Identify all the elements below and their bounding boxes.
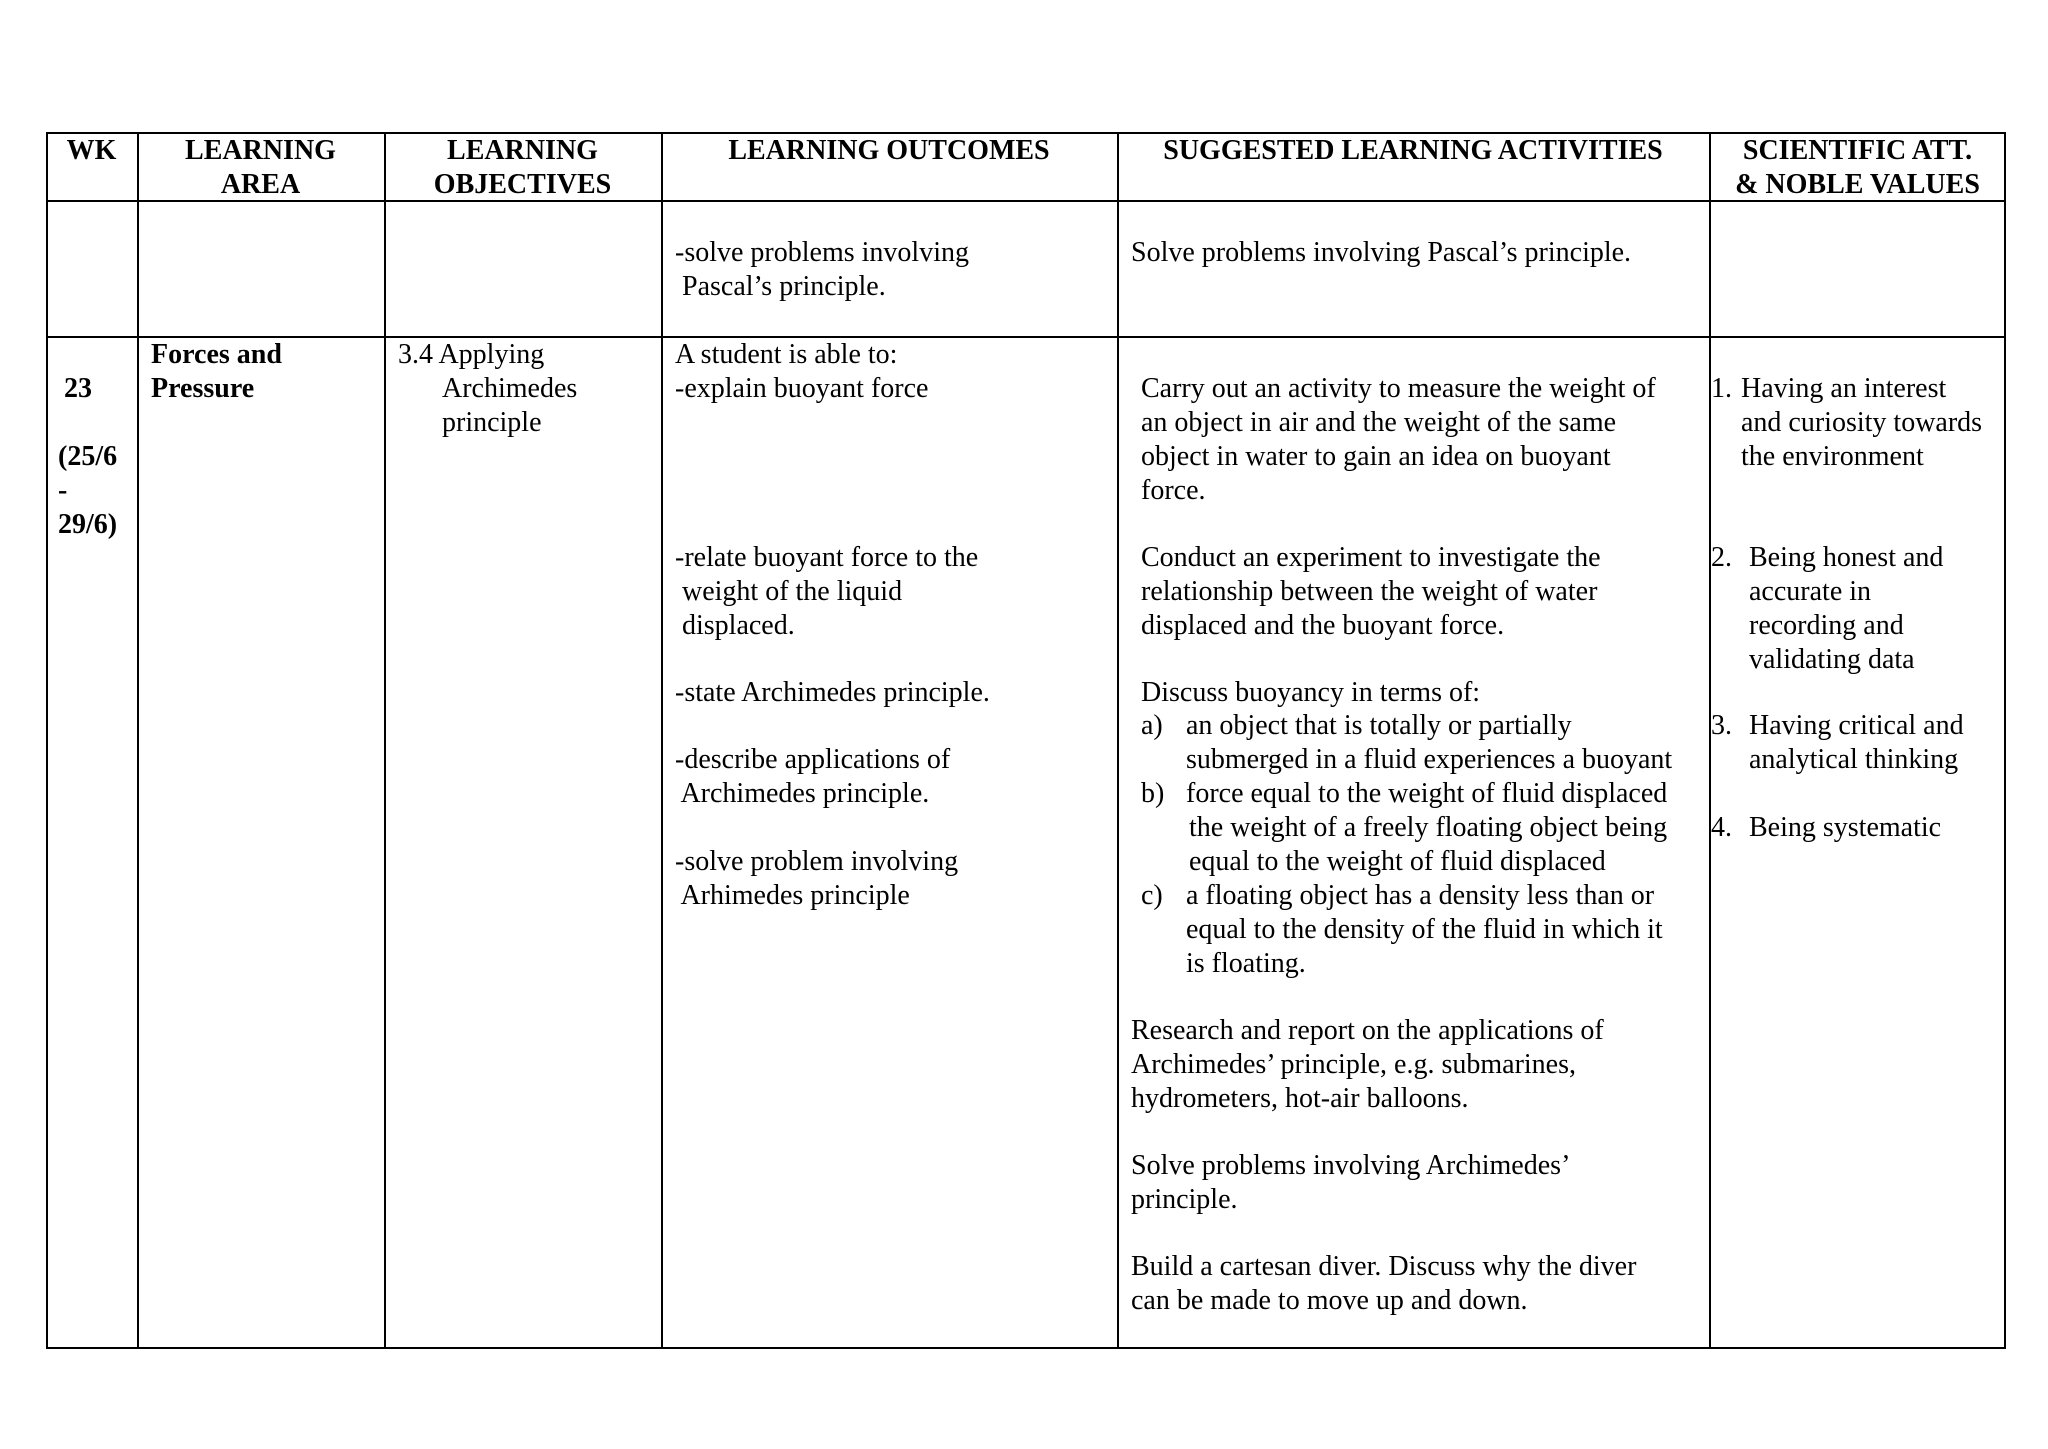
col-border-area: [384, 132, 386, 1349]
activity-line: Build a cartesan diver. Discuss why the diver: [1131, 1251, 1637, 1282]
row2-dates-line1: (25/6: [58, 441, 118, 472]
header-learning-objectives-line1: LEARNING: [447, 135, 598, 166]
table-bottom-border: [46, 1347, 2006, 1349]
activity-line: force.: [1141, 475, 1206, 506]
list-marker: b): [1141, 778, 1165, 809]
header-learning-objectives-line2: OBJECTIVES: [433, 169, 612, 200]
row2-dates-line2: -: [58, 475, 68, 506]
col-border-outcomes: [1117, 132, 1119, 1349]
row2-objective-line3: principle: [442, 407, 542, 438]
value-line: Being honest and: [1749, 542, 1944, 573]
outcome-line: -describe applications of: [675, 744, 951, 775]
value-line: Having an interest: [1741, 373, 1947, 404]
outcome-line: -solve problem involving: [675, 846, 959, 877]
value-line: recording and: [1749, 610, 1904, 641]
list-marker: 1.: [1711, 373, 1732, 404]
activity-line: Archimedes’ principle, e.g. submarines,: [1131, 1049, 1577, 1080]
activity-line: the weight of a freely floating object being: [1189, 812, 1668, 843]
value-line: validating data: [1749, 644, 1915, 675]
col-border-wk: [137, 132, 139, 1349]
row2-area-line1: Forces and: [151, 339, 282, 370]
activity-line: hydrometers, hot-air balloons.: [1131, 1083, 1469, 1114]
outcome-line: Arhimedes principle: [675, 880, 910, 911]
outcome-line: -relate buoyant force to the: [675, 542, 979, 573]
value-line: Having critical and: [1749, 710, 1964, 741]
list-marker: c): [1141, 880, 1163, 911]
list-marker: 2.: [1711, 542, 1732, 573]
row2-objective-line1: 3.4 Applying: [398, 339, 545, 370]
value-line: accurate in: [1749, 576, 1872, 607]
row1-outcome-line1: -solve problems involving: [675, 237, 969, 268]
value-line: and curiosity towards: [1741, 407, 1983, 438]
outcome-line: -state Archimedes principle.: [675, 677, 990, 708]
activity-line: relationship between the weight of water: [1141, 576, 1598, 607]
activity-line: submerged in a fluid experiences a buoyant: [1186, 744, 1673, 775]
outcome-line: weight of the liquid: [675, 576, 903, 607]
outcome-line: displaced.: [675, 610, 795, 641]
outcome-line: Archimedes principle.: [675, 778, 930, 809]
activity-line: Solve problems involving Archimedes’: [1131, 1150, 1571, 1181]
list-marker: 4.: [1711, 812, 1732, 843]
header-learning-area-line2: AREA: [220, 169, 301, 200]
outcome-line: -explain buoyant force: [675, 373, 929, 404]
list-marker: 3.: [1711, 710, 1732, 741]
col-border-left: [46, 132, 48, 1349]
header-suggested-activities: SUGGESTED LEARNING ACTIVITIES: [1163, 135, 1663, 166]
header-wk: WK: [66, 135, 117, 166]
activity-line: is floating.: [1186, 948, 1306, 979]
activity-line: Conduct an experiment to investigate the: [1141, 542, 1601, 573]
activity-line: can be made to move up and down.: [1131, 1285, 1528, 1316]
activity-line: force equal to the weight of fluid displaced: [1186, 778, 1668, 809]
col-border-objectives: [661, 132, 663, 1349]
row1-activity: Solve problems involving Pascal’s principle.: [1131, 237, 1632, 268]
activity-line: object in water to gain an idea on buoyant: [1141, 441, 1611, 472]
row2-dates-line3: 29/6): [58, 509, 118, 540]
list-marker: a): [1141, 710, 1163, 741]
activity-line: a floating object has a density less than or: [1186, 880, 1655, 911]
outcome-line: A student is able to:: [675, 339, 898, 370]
header-scientific-att-line2: & NOBLE VALUES: [1735, 169, 1980, 200]
row1-outcome-line2: Pascal’s principle.: [675, 271, 886, 302]
activity-line: displaced and the buoyant force.: [1141, 610, 1505, 641]
row2-objective-line2: Archimedes: [442, 373, 578, 404]
header-scientific-att-line1: SCIENTIFIC ATT.: [1742, 135, 1973, 166]
activity-line: an object in air and the weight of the same: [1141, 407, 1617, 438]
activity-line: equal to the density of the fluid in which it: [1186, 914, 1663, 945]
value-line: the environment: [1741, 441, 1924, 472]
col-border-right: [2004, 132, 2006, 1349]
header-learning-outcomes: LEARNING OUTCOMES: [728, 135, 1050, 166]
activity-line: Research and report on the applications of: [1131, 1015, 1604, 1046]
row2-area-line2: Pressure: [151, 373, 255, 404]
activity-line: an object that is totally or partially: [1186, 710, 1572, 741]
row2-week-number: 23: [64, 373, 92, 404]
activity-line: Discuss buoyancy in terms of:: [1141, 677, 1481, 708]
activity-line: Carry out an activity to measure the weight of: [1141, 373, 1656, 404]
value-line: Being systematic: [1749, 812, 1942, 843]
header-learning-area-line1: LEARNING: [185, 135, 336, 166]
activity-line: principle.: [1131, 1184, 1238, 1215]
row-divider: [46, 336, 2006, 338]
value-line: analytical thinking: [1749, 744, 1959, 775]
activity-line: equal to the weight of fluid displaced: [1189, 846, 1606, 877]
